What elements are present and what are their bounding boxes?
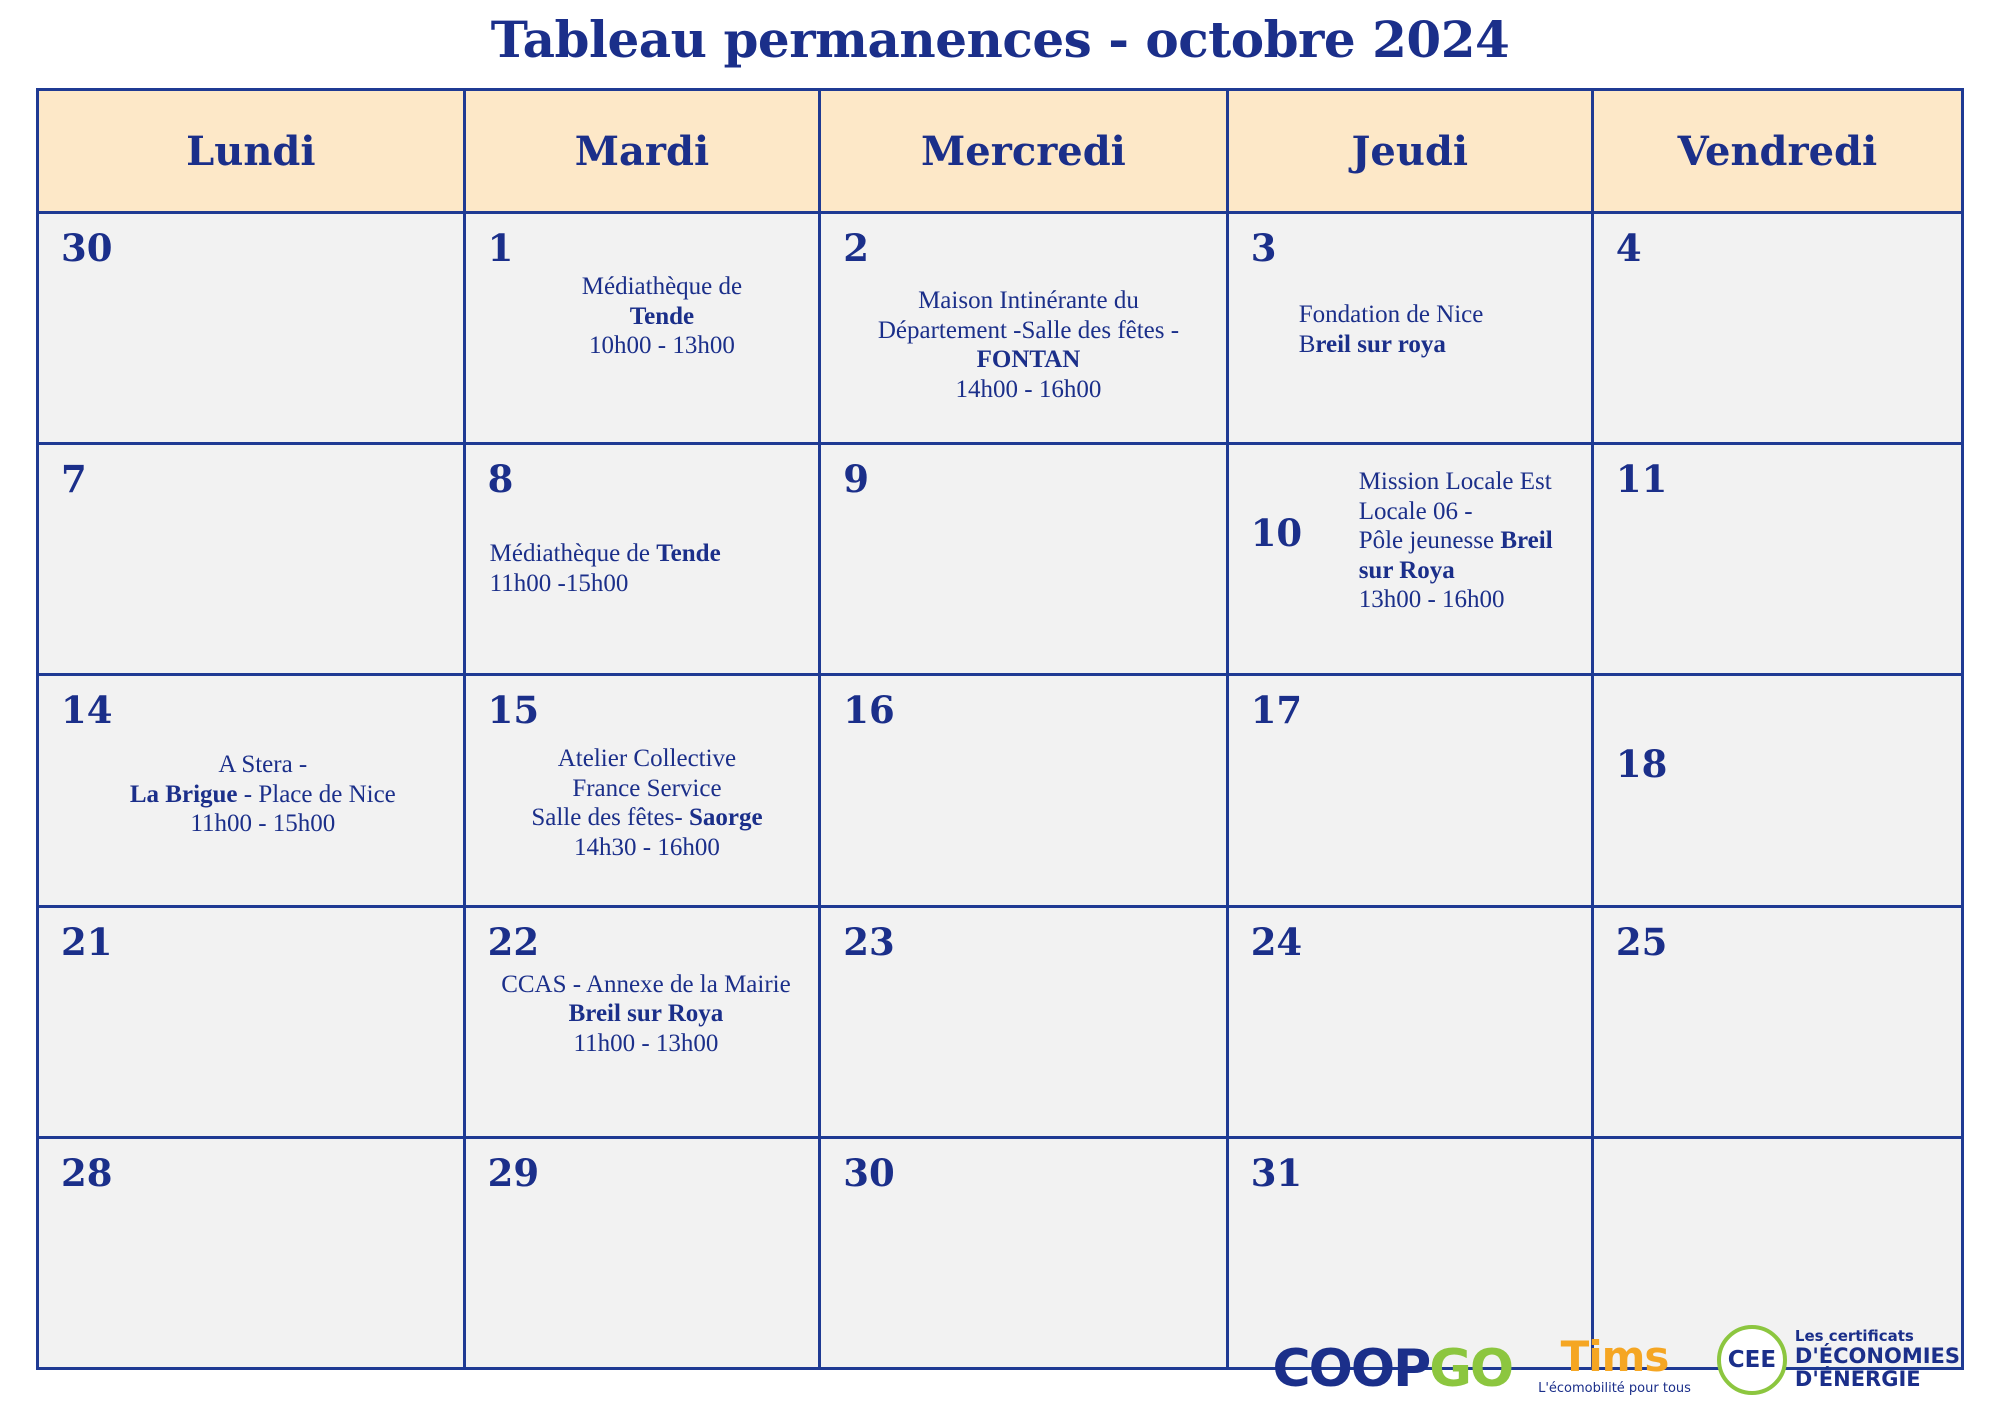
event-line-bold: Breil <box>1500 527 1553 555</box>
day-number: 23 <box>843 919 895 964</box>
event-entry <box>1359 467 1571 615</box>
day-number: 2 <box>843 226 869 270</box>
day-cell-3[interactable] <box>1229 214 1594 442</box>
day-number: 1 <box>487 226 514 270</box>
day-number: 16 <box>843 688 895 733</box>
calendar-table <box>36 88 1964 1370</box>
event-line: CCAS - Annexe de la Mairie <box>501 970 791 998</box>
day-cell-8[interactable] <box>466 445 822 673</box>
tims-logo-word: Tims <box>1560 1332 1669 1381</box>
event-time: 14h30 - 16h00 <box>574 833 720 861</box>
day-cell-23[interactable] <box>821 908 1228 1136</box>
day-number: 24 <box>1250 919 1303 964</box>
day-cell-11[interactable] <box>1594 445 1961 673</box>
event-line-bold: FONTAN <box>976 346 1081 373</box>
event-time: 14h00 - 16h00 <box>955 375 1102 403</box>
weekday-header-jeudi: Jeudi <box>1229 91 1594 211</box>
event-line-bold: Tende <box>629 302 695 330</box>
coopgo-logo-part2: GO <box>1429 1339 1513 1399</box>
day-number: 7 <box>61 457 87 502</box>
event-line: Fondation de Nice <box>1298 301 1484 328</box>
cee-logo-text <box>1795 1328 1960 1392</box>
day-number: 31 <box>1250 1150 1303 1195</box>
calendar-week-row <box>39 673 1961 904</box>
day-cell-30[interactable] <box>821 1139 1228 1367</box>
cee-badge-icon: CEE <box>1717 1325 1787 1395</box>
coopgo-logo <box>1272 1339 1513 1399</box>
event-line-bold: Tende <box>656 540 721 568</box>
event-line: Maison Intinérante du <box>918 287 1139 314</box>
weekday-header-mardi: Mardi <box>466 91 822 211</box>
cee-logo-line1: Les certificats <box>1794 1327 1914 1346</box>
day-number: 21 <box>61 919 113 964</box>
cee-logo-line3: D'ÉNERGIE <box>1794 1367 1921 1392</box>
day-cell-16[interactable] <box>821 676 1228 904</box>
day-cell-21[interactable] <box>39 908 466 1136</box>
day-cell-14[interactable] <box>39 676 466 904</box>
calendar-header-row <box>39 91 1961 211</box>
day-cell-4[interactable] <box>1594 214 1961 442</box>
day-number: 3 <box>1250 226 1277 270</box>
day-number: 10 <box>1250 511 1303 556</box>
event-entry <box>81 750 445 839</box>
page-title: Tableau permanences - octobre 2024 <box>490 10 1510 69</box>
weekday-header-vendredi: Vendredi <box>1677 127 1878 175</box>
event-line: A Stera - <box>218 751 308 779</box>
day-number: 9 <box>843 457 869 502</box>
event-entry <box>526 272 799 361</box>
day-cell-22[interactable] <box>466 908 822 1136</box>
event-line: Pôle jeunesse <box>1358 527 1501 555</box>
day-cell-2[interactable] <box>821 214 1228 442</box>
tims-logo-tagline: L'écomobilité pour tous <box>1538 1381 1691 1396</box>
day-cell-25[interactable] <box>1594 908 1961 1136</box>
day-number: 15 <box>487 688 540 733</box>
event-line: B <box>1298 330 1316 358</box>
event-line: Salle des fêtes- <box>531 804 689 832</box>
calendar-week-row <box>39 211 1961 442</box>
logo-strip <box>1272 1325 1961 1399</box>
event-entry <box>496 744 799 862</box>
event-time: 10h00 - 13h00 <box>589 332 735 359</box>
day-cell-15[interactable] <box>466 676 822 904</box>
event-time: 11h00 - 15h00 <box>190 810 336 838</box>
day-number: 29 <box>487 1150 540 1195</box>
day-number: 18 <box>1615 742 1668 787</box>
event-line: - Place de Nice <box>237 780 396 808</box>
event-line-bold: Breil sur Roya <box>568 1000 724 1028</box>
day-number: 17 <box>1250 688 1303 733</box>
event-entry <box>1299 300 1571 359</box>
event-entry <box>492 970 801 1059</box>
day-cell-24[interactable] <box>1229 908 1594 1136</box>
event-entry <box>490 539 803 598</box>
day-cell-30-sep[interactable] <box>39 214 466 442</box>
event-line: Département -Salle des fêtes - <box>877 316 1180 344</box>
calendar-week-row <box>39 442 1961 673</box>
coopgo-logo-part1: COOP <box>1272 1339 1430 1399</box>
day-number: 30 <box>843 1150 895 1195</box>
day-number: 30 <box>61 226 113 270</box>
day-number: 11 <box>1615 457 1668 502</box>
day-number: 28 <box>61 1150 113 1195</box>
day-cell-10[interactable] <box>1229 445 1594 673</box>
day-cell-17[interactable] <box>1229 676 1594 904</box>
event-time: 11h00 -15h00 <box>489 569 629 597</box>
event-time: 13h00 - 16h00 <box>1358 586 1505 614</box>
weekday-header-lundi: Lundi <box>39 91 466 211</box>
day-number: 22 <box>487 919 540 964</box>
day-number: 14 <box>61 688 113 733</box>
cee-logo-line2: D'ÉCONOMIES <box>1794 1343 1960 1368</box>
day-cell-1[interactable] <box>466 214 822 442</box>
event-line-bold: Saorge <box>688 804 763 832</box>
event-entry <box>851 286 1205 404</box>
day-cell-18[interactable] <box>1594 676 1961 904</box>
calendar-week-row <box>39 905 1961 1136</box>
event-line: Médiathèque de <box>581 273 743 300</box>
day-cell-9[interactable] <box>821 445 1228 673</box>
event-line: Mission Locale Est <box>1358 468 1552 496</box>
event-line: France Service <box>572 774 722 802</box>
day-cell-7[interactable] <box>39 445 466 673</box>
event-line-bold: reil sur roya <box>1315 330 1446 358</box>
event-line-bold: sur Roya <box>1358 556 1455 584</box>
weekday-header-mercredi: Mercredi <box>821 91 1228 211</box>
event-line: Locale 06 - <box>1358 497 1473 525</box>
cee-logo <box>1717 1325 1960 1395</box>
event-line: Médiathèque de <box>489 540 657 568</box>
day-cell-28[interactable] <box>39 1139 466 1367</box>
event-time: 11h00 - 13h00 <box>573 1029 719 1057</box>
event-line-bold: La Brigue <box>129 780 238 808</box>
day-cell-29[interactable] <box>466 1139 822 1367</box>
day-number: 8 <box>487 457 514 502</box>
day-number: 4 <box>1615 226 1642 270</box>
tims-logo <box>1538 1332 1691 1396</box>
event-line: Atelier Collective <box>557 745 737 773</box>
day-number: 25 <box>1615 919 1668 964</box>
